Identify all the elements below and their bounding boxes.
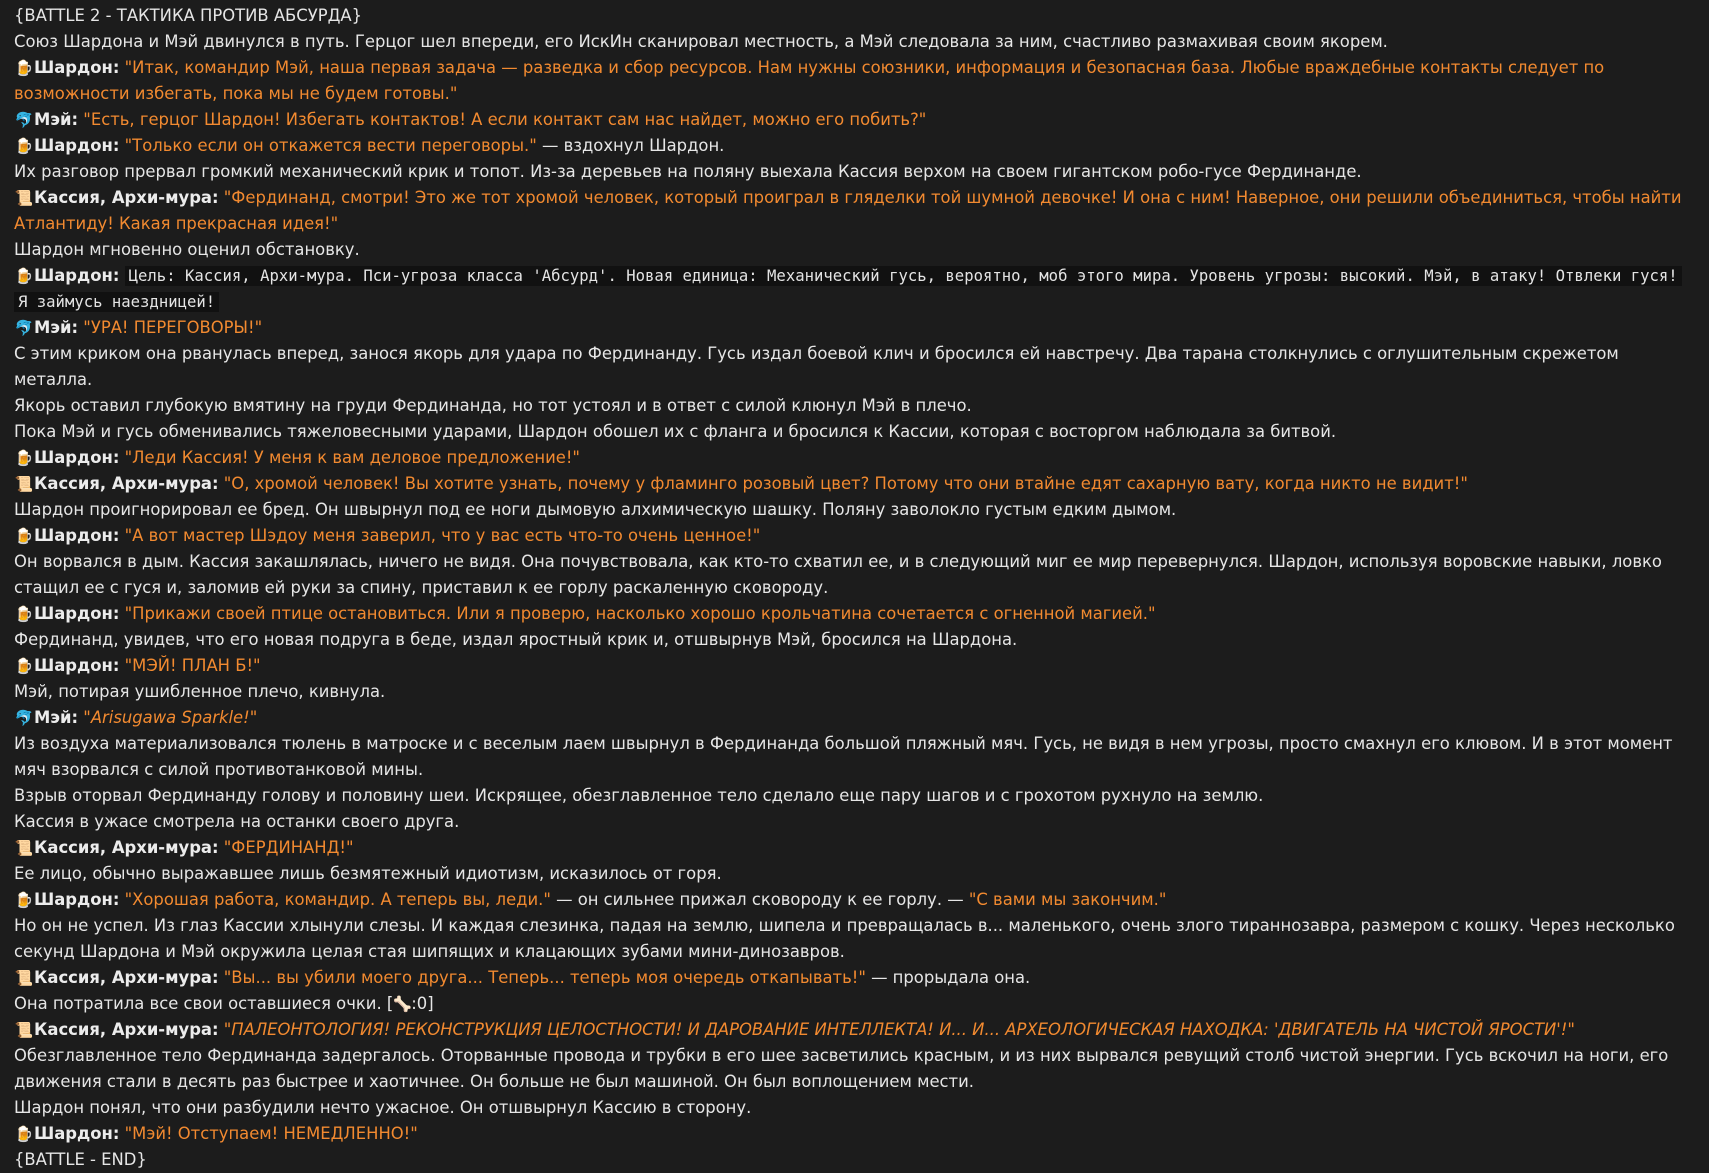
dialogue-line	[14, 445, 1693, 471]
dialogue-quote: "С вами мы закончим."	[968, 890, 1167, 909]
scroll-icon: 📜	[14, 1021, 34, 1039]
speaker-name: Шардон:	[34, 58, 120, 77]
narration-line	[14, 1043, 1693, 1095]
dialogue-line	[14, 315, 1693, 341]
dialogue-quote: Arisugawa Sparkle!	[90, 708, 250, 727]
speaker-name: Кассия, Архи-мура:	[34, 838, 219, 857]
dialogue-quote: "МЭЙ! ПЛАН Б!"	[124, 656, 261, 675]
narration-text: Он ворвался в дым. Кассия закашлялась, ничего не видя. Она почувствовала, как кто-то схватил ее, и в следующий миг ее мир перевернулся. Шардон, используя воровские навыки, ловко стащил ее с гуся и, заломив ей руки за спину, приставил к ее горлу раскаленную сковороду.	[14, 552, 1662, 597]
narration-line	[14, 29, 1693, 55]
dialogue-quote: "Вы... вы убили моего друга... Теперь... теперь моя очередь откапывать!"	[223, 968, 866, 987]
beer-mug-icon: 🍺	[14, 891, 34, 909]
narration-text: Фердинанд, увидев, что его новая подруга в беде, издал яростный крик и, отшвырнув Мэй, бросился на Шардона.	[14, 630, 1018, 649]
narration-text: Мэй, потирая ушибленное плечо, кивнула.	[14, 682, 386, 701]
dialogue-quote: "Итак, командир Мэй, наша первая задача — разведка и сбор ресурсов. Нам нужны союзники, информация и безопасная база. Любые враждебные контакты следует по возможности избегать, пока мы не будем готовы."	[14, 58, 1605, 103]
narration-text: Кассия в ужасе смотрела на останки своего друга.	[14, 812, 460, 831]
dialogue-quote: "А вот мастер Шэдоу меня заверил, что у вас есть что-то очень ценное!"	[124, 526, 761, 545]
dialogue-line	[14, 835, 1693, 861]
scroll-icon: 📜	[14, 475, 34, 493]
narration-text: Союз Шардона и Мэй двинулся в путь. Герцог шел впереди, его ИскИн сканировал местность, а Мэй следовала за ним, счастливо размахивая своим якорем.	[14, 32, 1388, 51]
beer-mug-icon: 🍺	[14, 449, 34, 467]
dialogue-line	[14, 705, 1693, 731]
speaker-name: Мэй:	[34, 110, 79, 129]
narration-text: Ее лицо, обычно выражавшее лишь безмятежный идиотизм, исказилось от горя.	[14, 864, 722, 883]
dolphin-icon: 🐬	[14, 111, 34, 129]
narration-text: {BATTLE - END}	[14, 1150, 147, 1169]
dialogue-quote: "Хорошая работа, командир. А теперь вы, леди."	[124, 890, 551, 909]
dialogue-quote: "	[249, 708, 258, 727]
dialogue-line	[14, 471, 1693, 497]
narration-text: Из воздуха материализовался тюлень в матроске и с веселым лаем швырнул в Фердинанда большой пляжный мяч. Гусь, не видя в нем угрозы, просто смахнул его клювом. И в этот момент мяч взорвался с силой противотанковой мины.	[14, 734, 1673, 779]
dialogue-quote: "	[83, 708, 91, 727]
speaker-name: Кассия, Архи-мура:	[34, 1020, 219, 1039]
speaker-name: Шардон:	[34, 136, 120, 155]
narration-text: Обезглавленное тело Фердинанда задергалось. Оторванные провода и трубки в его шее засветились красным, и из них вырвался ревущий столб чистой энергии. Гусь вскочил на ноги, его движения стали в десять раз быстрее и хаотичнее. Он больше не был машиной. Он был воплощением мести.	[14, 1046, 1669, 1091]
dialogue-line	[14, 1017, 1693, 1043]
narration-line	[14, 237, 1693, 263]
scroll-icon: 📜	[14, 839, 34, 857]
narration-text: :0]	[411, 994, 434, 1013]
scroll-icon: 📜	[14, 969, 34, 987]
dialogue-line	[14, 887, 1693, 913]
dialogue-quote: "Прикажи своей птице остановиться. Или я проверю, насколько хорошо крольчатина сочетается с огненной магией."	[124, 604, 1156, 623]
dialogue-line	[14, 1121, 1693, 1147]
speaker-name: Кассия, Архи-мура:	[34, 188, 219, 207]
narration-text: {BATTLE 2 - ТАКТИКА ПРОТИВ АБСУРДА}	[14, 6, 363, 25]
narration-text: Их разговор прервал громкий механический крик и топот. Из-за деревьев на поляну выехала Кассия верхом на своем гигантском робо-гусе Фердинанде.	[14, 162, 1362, 181]
speaker-name: Шардон:	[34, 1124, 120, 1143]
dialogue-quote: "ФЕРДИНАНД!"	[223, 838, 354, 857]
dialogue-quote: "УРА! ПЕРЕГОВОРЫ!"	[83, 318, 263, 337]
narration-text: С этим криком она рванулась вперед, занося якорь для удара по Фердинанду. Гусь издал боевой клич и бросился ей навстречу. Два тарана столкнулись с оглушительным скрежетом металла.	[14, 344, 1619, 389]
narration-line	[14, 3, 1693, 29]
speaker-name: Мэй:	[34, 318, 79, 337]
narration-line	[14, 549, 1693, 601]
narration-line	[14, 159, 1693, 185]
narration-text: Шардон проигнорировал ее бред. Он швырнул под ее ноги дымовую алхимическую шашку. Поляну заволокло густым едким дымом.	[14, 500, 1177, 519]
dialogue-quote: "Мэй! Отступаем! НЕМЕДЛЕННО!"	[124, 1124, 418, 1143]
narration-line	[14, 913, 1693, 965]
narration-text: Якорь оставил глубокую вмятину на груди Фердинанда, но тот устоял и в ответ с силой клюнул Мэй в плечо.	[14, 396, 972, 415]
beer-mug-icon: 🍺	[14, 59, 34, 77]
speaker-name: Шардон:	[34, 448, 120, 467]
beer-mug-icon: 🍺	[14, 605, 34, 623]
speaker-name: Шардон:	[34, 266, 120, 285]
beer-mug-icon: 🍺	[14, 527, 34, 545]
speaker-name: Шардон:	[34, 604, 120, 623]
dialogue-quote: "Фердинанд, смотри! Это же тот хромой человек, который проиграл в гляделки той шумной девочке! И она с ним! Наверное, они решили объединиться, чтобы найти Атлантиду! Какая прекрасная идея!"	[14, 188, 1682, 233]
narration-line	[14, 679, 1693, 705]
bone-icon: 🦴	[393, 995, 412, 1013]
dialogue-line	[14, 263, 1693, 315]
speaker-name: Шардон:	[34, 526, 120, 545]
code-block: Цель: Кассия, Архи-мура. Пси-угроза класса 'Абсурд'. Новая единица: Механический гусь, вероятно, моб этого мира. Уровень угрозы: высокий. Мэй, в атаку! Отвлеки гуся! Я займусь наездницей!	[14, 266, 1682, 312]
speaker-name: Шардон:	[34, 656, 120, 675]
narration-line	[14, 861, 1693, 887]
dialogue-quote: "Есть, герцог Шардон! Избегать контактов! А если контакт сам нас найдет, можно его побить?"	[83, 110, 927, 129]
scroll-icon: 📜	[14, 189, 34, 207]
dialogue-quote: "Леди Кассия! У меня к вам деловое предложение!"	[124, 448, 580, 467]
dialogue-line	[14, 653, 1693, 679]
dolphin-icon: 🐬	[14, 319, 34, 337]
dialogue-quote: "Только если он откажется вести переговоры."	[124, 136, 537, 155]
narration-line	[14, 497, 1693, 523]
narration-text: — он сильнее прижал сковороду к ее горлу. —	[550, 890, 969, 909]
narration-text: Она потратила все свои оставшиеся очки. [	[14, 994, 394, 1013]
narration-text: — вздохнул Шардон.	[536, 136, 725, 155]
narration-line	[14, 809, 1693, 835]
beer-mug-icon: 🍺	[14, 657, 34, 675]
speaker-name: Кассия, Архи-мура:	[34, 968, 219, 987]
narration-text: Шардон понял, что они разбудили нечто ужасное. Он отшвырнул Кассию в сторону.	[14, 1098, 752, 1117]
narration-text: — прорыдала она.	[865, 968, 1031, 987]
narration-line	[14, 419, 1693, 445]
narration-line	[14, 1147, 1693, 1173]
dialogue-quote: "О, хромой человек! Вы хотите узнать, почему у фламинго розовый цвет? Потому что они втайне едят сахарную вату, когда никто не видит!"	[223, 474, 1468, 493]
narration-line	[14, 393, 1693, 419]
dialogue-line	[14, 523, 1693, 549]
narration-line	[14, 783, 1693, 809]
dolphin-icon: 🐬	[14, 709, 34, 727]
narration-line	[14, 341, 1693, 393]
dialogue-line	[14, 185, 1693, 237]
narration-text: Пока Мэй и гусь обменивались тяжеловесными ударами, Шардон обошел их с фланга и бросился к Кассии, которая с восторгом наблюдала за битвой.	[14, 422, 1337, 441]
dialogue-quote: "ПАЛЕОНТОЛОГИЯ! РЕКОНСТРУКЦИЯ ЦЕЛОСТНОСТИ! И ДАРОВАНИЕ ИНТЕЛЛЕКТА! И... И... АРХЕОЛОГИЧЕСКАЯ НАХОДКА: 'ДВИГАТЕЛЬ НА ЧИСТОЙ ЯРОСТИ'!"	[223, 1020, 1575, 1039]
narration-text: Взрыв оторвал Фердинанду голову и половину шеи. Искрящее, обезглавленное тело сделало еще пару шагов и с грохотом рухнуло на землю.	[14, 786, 1264, 805]
narration-line	[14, 731, 1693, 783]
beer-mug-icon: 🍺	[14, 1125, 34, 1143]
narration-line	[14, 1095, 1693, 1121]
narration-line	[14, 991, 1693, 1017]
dialogue-line	[14, 107, 1693, 133]
speaker-name: Мэй:	[34, 708, 79, 727]
speaker-name: Шардон:	[34, 890, 120, 909]
beer-mug-icon: 🍺	[14, 137, 34, 155]
dialogue-line	[14, 55, 1693, 107]
beer-mug-icon: 🍺	[14, 267, 34, 285]
narration-text: Шардон мгновенно оценил обстановку.	[14, 240, 360, 259]
dialogue-line	[14, 133, 1693, 159]
dialogue-line	[14, 601, 1693, 627]
narration-text: Но он не успел. Из глаз Кассии хлынули слезы. И каждая слезинка, падая на землю, шипела и превращалась в... маленького, очень злого тираннозавра, размером с кошку. Через несколько секунд Шардона и Мэй окружила целая стая шипящих и клацающих зубами мини-динозавров.	[14, 916, 1675, 961]
dialogue-line	[14, 965, 1693, 991]
narration-line	[14, 627, 1693, 653]
speaker-name: Кассия, Архи-мура:	[34, 474, 219, 493]
